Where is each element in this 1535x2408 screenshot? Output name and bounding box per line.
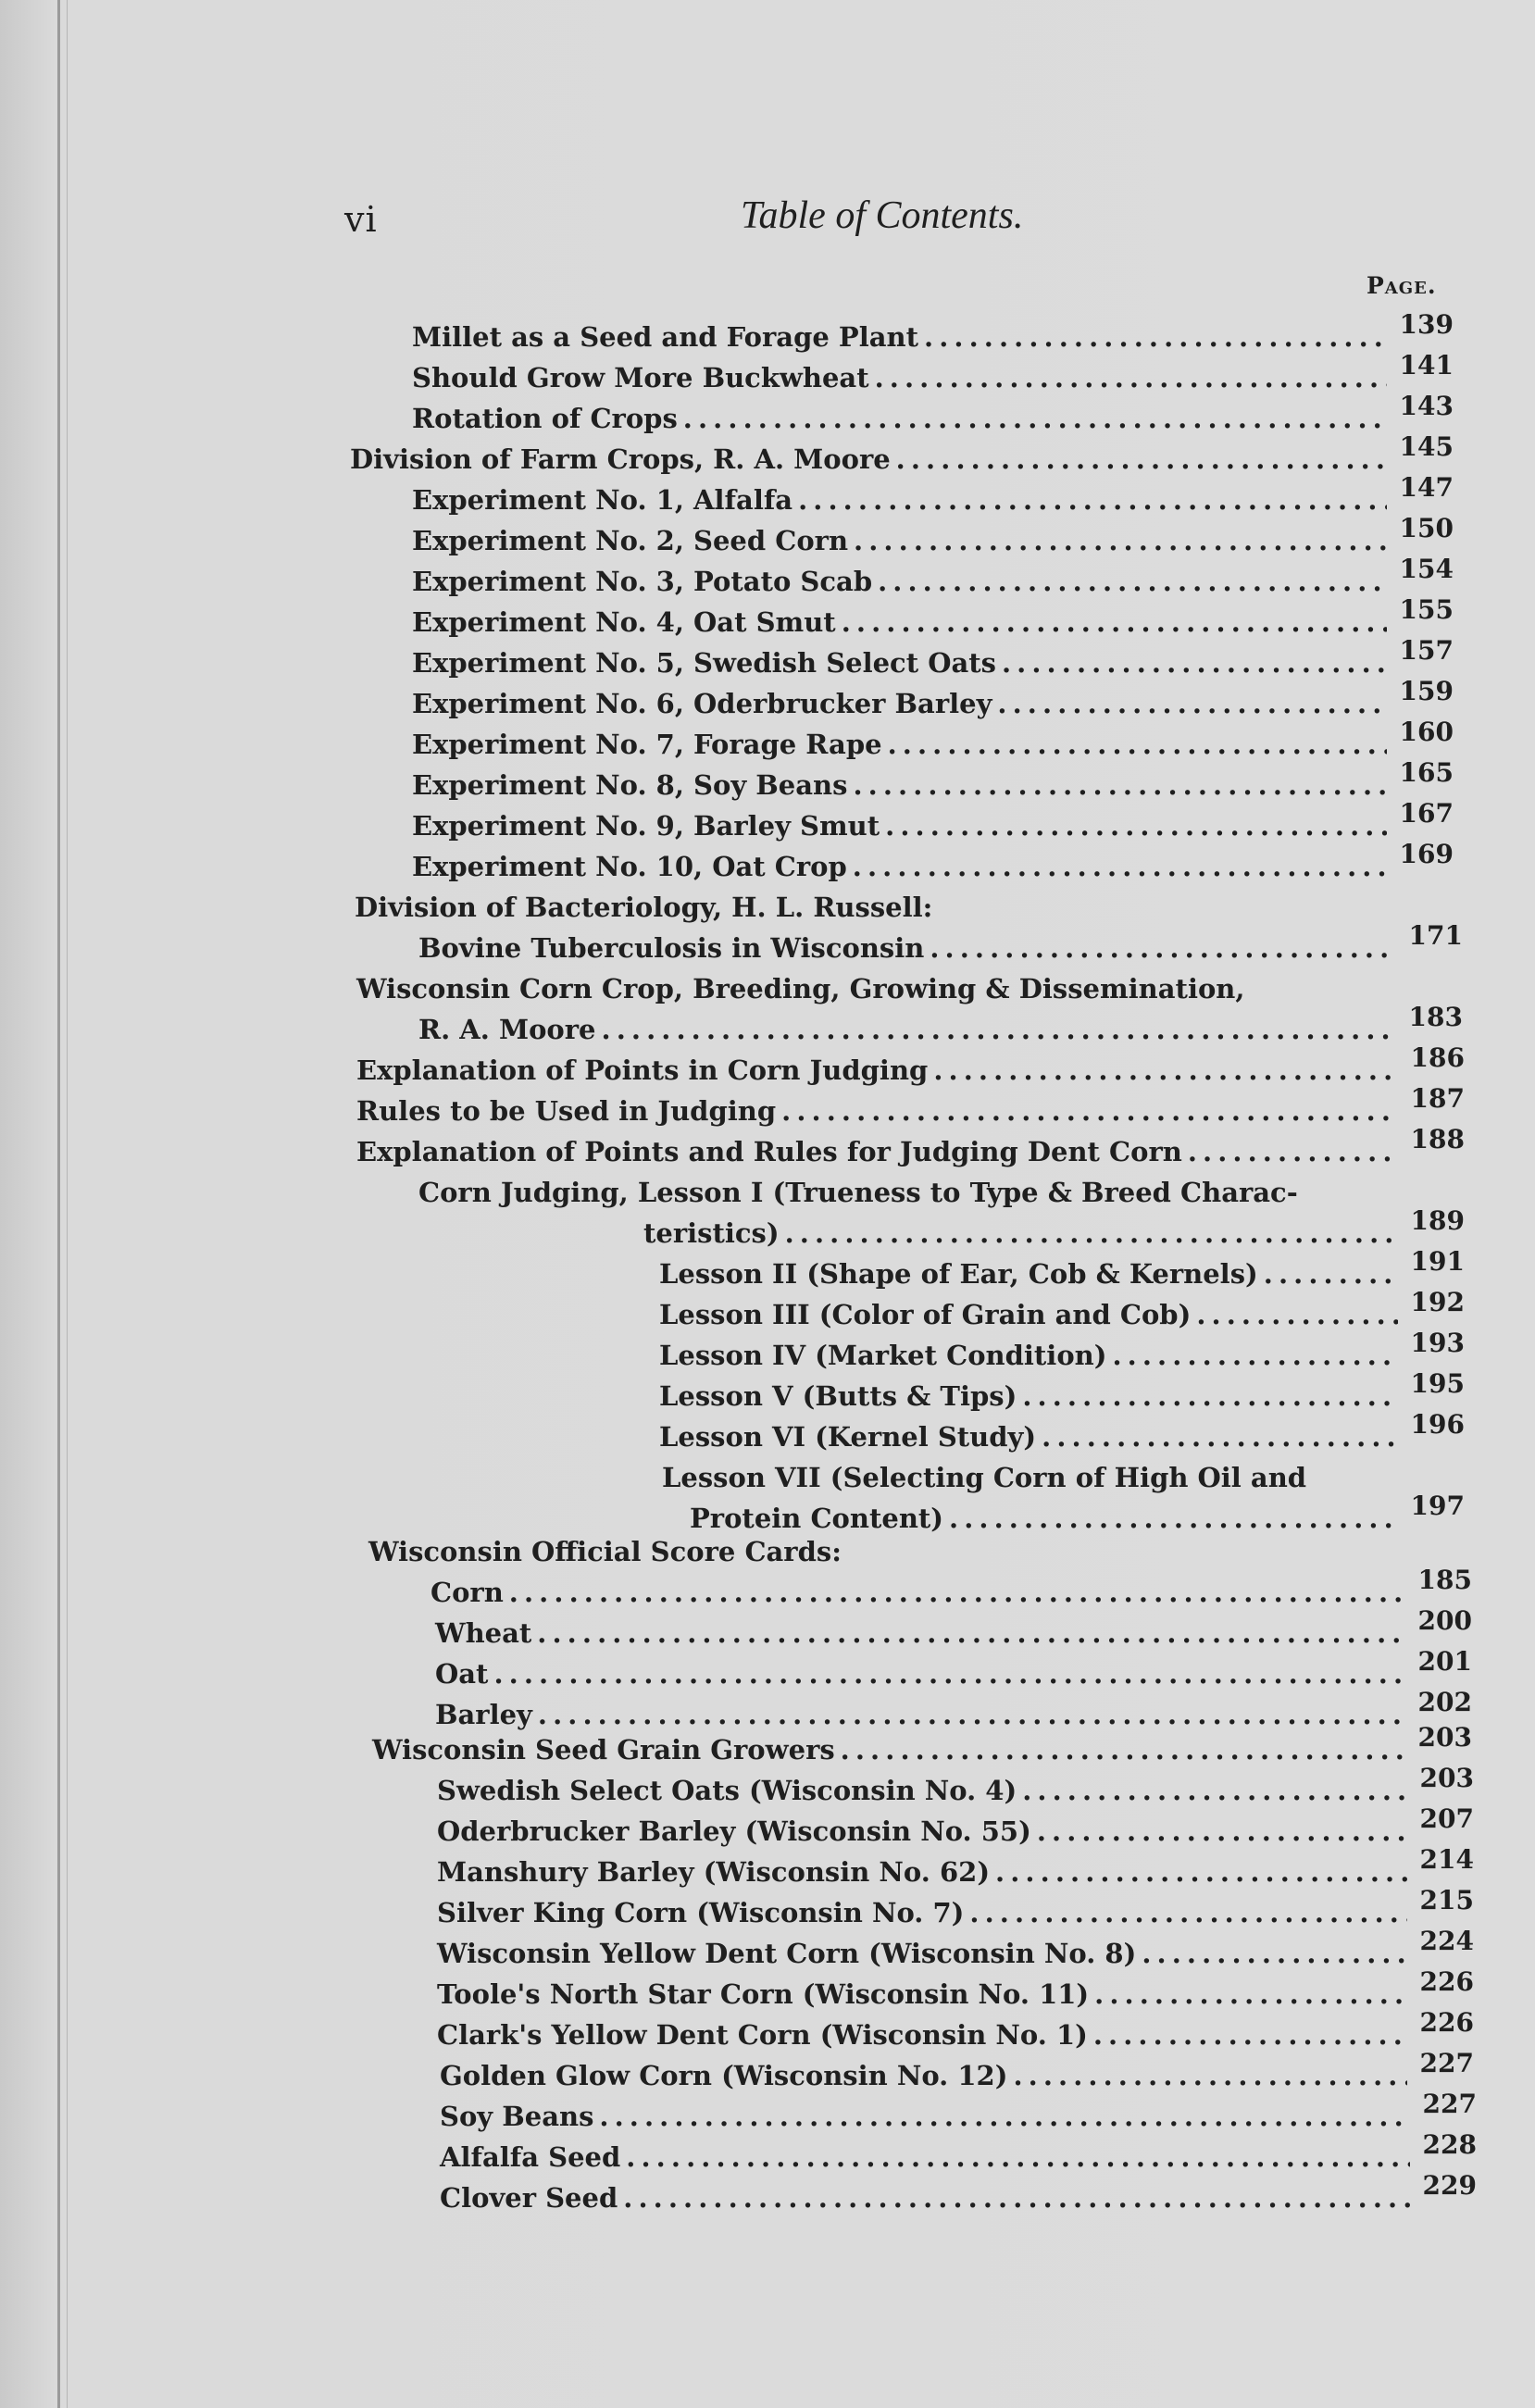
toc-entry-page: 189: [1410, 1205, 1465, 1236]
toc-leader-dots: [1112, 1340, 1398, 1371]
toc-entry-title: Corn Judging, Lesson I (Trueness to Type & Breed Charac-: [418, 1177, 1298, 1208]
toc-entry: [437, 1844, 1474, 1888]
toc-entry: [412, 556, 1454, 597]
toc-entry: [659, 1409, 1465, 1453]
toc-entry-page: 171: [1408, 920, 1463, 951]
toc-entry-title: Soy Beans: [440, 2101, 594, 2132]
toc-entry-page: 227: [1422, 2089, 1477, 2119]
toc-entry-title: teristics): [643, 1217, 780, 1249]
toc-entry: [412, 635, 1454, 679]
toc-entry-page: 215: [1419, 1885, 1474, 1915]
page-column-label: Page.: [1367, 272, 1437, 299]
toc-entry: [356, 964, 1245, 1004]
toc-entry-title: Experiment No. 9, Barley Smut: [412, 810, 880, 842]
toc-leader-dots: [1264, 1258, 1398, 1290]
toc-leader-dots: [1037, 1815, 1407, 1847]
toc-entry: [412, 676, 1454, 719]
toc-leader-dots: [1022, 1380, 1398, 1412]
toc-entry-title: Explanation of Points in Corn Judging: [356, 1054, 929, 1086]
toc-entry: [355, 882, 932, 923]
toc-entry: [662, 1453, 1306, 1493]
toc-leader-dots: [841, 1734, 1405, 1765]
toc-entry-title: Millet as a Seed and Forage Plant: [412, 321, 918, 353]
toc-entry-title: Should Grow More Buckwheat: [412, 362, 869, 393]
toc-entry-title: Toole's North Star Corn (Wisconsin No. 11): [437, 1978, 1090, 2010]
toc-entry-title: Alfalfa Seed: [440, 2141, 621, 2173]
toc-entry-page: 203: [1419, 1763, 1474, 1793]
toc-entry-title: Explanation of Points and Rules for Judging Dent Corn: [356, 1136, 1182, 1167]
toc-leader-dots: [493, 1658, 1405, 1690]
toc-entry-page: 141: [1399, 350, 1454, 381]
toc-entry-page: 169: [1399, 839, 1454, 869]
toc-entry-page: 154: [1399, 554, 1454, 584]
toc-entry-page: 202: [1417, 1687, 1472, 1717]
toc-entry-title: Oat: [435, 1658, 489, 1690]
toc-leader-dots: [626, 2141, 1410, 2173]
toc-entry-page: 224: [1419, 1926, 1474, 1956]
toc-leader-dots: [854, 525, 1387, 556]
toc-entry-title: Wisconsin Yellow Dent Corn (Wisconsin No. 8): [437, 1938, 1137, 1969]
toc-entry-page: 185: [1417, 1565, 1472, 1595]
toc-entry-title: Lesson VI (Kernel Study): [659, 1421, 1037, 1453]
toc-entry-title: Rotation of Crops: [412, 403, 678, 434]
toc-entry: [418, 1167, 1298, 1208]
toc-entry: [431, 1567, 1472, 1608]
toc-entry: [372, 1722, 1472, 1765]
toc-leader-dots: [798, 484, 1387, 516]
toc-entry-title: Rules to be Used in Judging: [356, 1095, 777, 1127]
toc-entry-page: 196: [1410, 1409, 1465, 1440]
toc-entry: [418, 920, 1463, 964]
toc-leader-dots: [875, 362, 1387, 393]
toc-entry-page: 191: [1410, 1246, 1465, 1277]
toc-entry-page: 226: [1419, 2007, 1474, 2038]
toc-entry-title: Experiment No. 3, Potato Scab: [412, 566, 873, 597]
toc-entry-title: Clover Seed: [440, 2182, 618, 2214]
toc-leader-dots: [781, 1095, 1398, 1127]
toc-entry-title: Wisconsin Corn Crop, Breeding, Growing & Dissemination,: [356, 973, 1245, 1004]
toc-entry-page: 139: [1399, 309, 1454, 340]
toc-leader-dots: [623, 2182, 1410, 2214]
toc-leader-dots: [997, 688, 1387, 719]
toc-leader-dots: [995, 1856, 1407, 1888]
toc-entry-page: 188: [1410, 1124, 1465, 1154]
toc-leader-dots: [878, 566, 1387, 597]
toc-entry: [418, 1004, 1463, 1045]
toc-leader-dots: [853, 769, 1387, 801]
binding-edge: [57, 0, 60, 2408]
toc-entry: [659, 1330, 1465, 1371]
toc-leader-dots: [1188, 1136, 1398, 1167]
toc-entry-title: Lesson V (Butts & Tips): [659, 1380, 1017, 1412]
toc-entry-page: 195: [1410, 1368, 1465, 1399]
toc-entry: [440, 2091, 1477, 2132]
toc-entry-page: 229: [1422, 2170, 1477, 2201]
toc-entry: [412, 513, 1454, 556]
toc-entry: [440, 2048, 1474, 2091]
toc-entry: [437, 1966, 1474, 2010]
toc-leader-dots: [949, 1503, 1398, 1534]
toc-entry: [659, 1246, 1465, 1290]
toc-leader-dots: [785, 1217, 1398, 1249]
toc-entry-page: 165: [1399, 757, 1454, 788]
toc-entry: [437, 1885, 1474, 1928]
toc-entry-title: Golden Glow Corn (Wisconsin No. 12): [440, 2060, 1008, 2091]
toc-entry: [643, 1205, 1465, 1249]
toc-entry: [440, 2170, 1477, 2214]
toc-entry-title: Clark's Yellow Dent Corn (Wisconsin No. 1): [437, 2019, 1088, 2051]
toc-entry: [440, 2129, 1477, 2173]
toc-leader-dots: [683, 403, 1387, 434]
toc-entry: [350, 431, 1454, 475]
toc-entry-title: Lesson II (Shape of Ear, Cob & Kernels): [659, 1258, 1258, 1290]
toc-leader-dots: [509, 1577, 1405, 1608]
toc-entry-title: Experiment No. 5, Swedish Select Oats: [412, 647, 996, 679]
toc-entry: [412, 309, 1454, 353]
toc-leader-dots: [930, 932, 1396, 964]
toc-entry-title: Experiment No. 8, Soy Beans: [412, 769, 848, 801]
toc-entry-title: Swedish Select Oats (Wisconsin No. 4): [437, 1775, 1017, 1806]
toc-leader-dots: [1022, 1775, 1407, 1806]
toc-entry-title: Experiment No. 2, Seed Corn: [412, 525, 849, 556]
toc-entry: [437, 2007, 1474, 2051]
toc-entry-page: 160: [1399, 717, 1454, 747]
toc-entry-page: 226: [1419, 1966, 1474, 1997]
toc-entry-title: Experiment No. 6, Oderbrucker Barley: [412, 688, 992, 719]
toc-leader-dots: [1196, 1299, 1398, 1330]
page-title: Table of Contents.: [741, 194, 1024, 237]
toc-entry-title: Oderbrucker Barley (Wisconsin No. 55): [437, 1815, 1031, 1847]
toc-entry-title: Lesson VII (Selecting Corn of High Oil and: [662, 1462, 1307, 1493]
toc-entry-title: Division of Farm Crops, R. A. Moore: [350, 443, 891, 475]
toc-entry-page: 183: [1408, 1002, 1463, 1032]
toc-leader-dots: [1013, 2060, 1407, 2091]
toc-leader-dots: [842, 606, 1387, 638]
toc-leader-dots: [602, 1014, 1396, 1045]
toc-entry: [412, 719, 1454, 760]
toc-entry: [412, 393, 1454, 434]
toc-entry-page: 157: [1399, 635, 1454, 666]
toc-entry-title: Wisconsin Seed Grain Growers: [372, 1734, 835, 1765]
toc-entry: [412, 798, 1454, 842]
toc-entry-page: 155: [1399, 594, 1454, 625]
toc-entry-title: R. A. Moore: [418, 1014, 596, 1045]
toc-entry-title: Experiment No. 4, Oat Smut: [412, 606, 836, 638]
toc-entry: [412, 757, 1454, 801]
toc-entry-title: Silver King Corn (Wisconsin No. 7): [437, 1897, 965, 1928]
toc-entry-page: 145: [1399, 431, 1454, 462]
toc-entry-title: Barley: [435, 1699, 532, 1730]
toc-entry: [437, 1803, 1474, 1847]
toc-entry-page: 201: [1417, 1646, 1472, 1677]
toc-entry: [437, 1928, 1474, 1969]
toc-entry-page: 192: [1410, 1287, 1465, 1317]
toc-entry: [412, 350, 1454, 393]
toc-leader-dots: [537, 1617, 1405, 1649]
toc-leader-dots: [1093, 2019, 1407, 2051]
toc-entry: [412, 594, 1454, 638]
toc-entry-title: Bovine Tuberculosis in Wisconsin: [418, 932, 925, 964]
toc-entry-page: 167: [1399, 798, 1454, 829]
toc-entry: [356, 1083, 1465, 1127]
toc-entry-title: Wheat: [435, 1617, 532, 1649]
toc-entry: [412, 472, 1454, 516]
toc-leader-dots: [1002, 647, 1387, 679]
toc-entry: [437, 1765, 1474, 1806]
toc-leader-dots: [969, 1897, 1407, 1928]
toc-leader-dots: [1042, 1421, 1398, 1453]
toc-leader-dots: [924, 321, 1387, 353]
toc-entry-page: 227: [1419, 2048, 1474, 2078]
toc-entry-title: Experiment No. 7, Forage Rape: [412, 729, 882, 760]
toc-entry-title: Manshury Barley (Wisconsin No. 62): [437, 1856, 991, 1888]
toc-entry: [368, 1527, 842, 1567]
toc-entry: [659, 1287, 1465, 1330]
toc-entry-title: Experiment No. 10, Oat Crop: [412, 851, 847, 882]
toc-leader-dots: [1142, 1938, 1407, 1969]
toc-entry-title: Experiment No. 1, Alfalfa: [412, 484, 793, 516]
toc-entry-page: 187: [1410, 1083, 1465, 1114]
toc-entry: [659, 1368, 1465, 1412]
toc-entry-page: 197: [1410, 1491, 1465, 1521]
toc-entry: [412, 839, 1454, 882]
toc-entry-title: Wisconsin Official Score Cards:: [368, 1536, 842, 1567]
toc-entry-page: 159: [1399, 676, 1454, 706]
toc-entry-page: 143: [1399, 391, 1454, 421]
toc-leader-dots: [1094, 1978, 1407, 2010]
toc-entry-page: 200: [1417, 1605, 1472, 1636]
toc-entry-page: 207: [1419, 1803, 1474, 1834]
toc-leader-dots: [853, 851, 1387, 882]
binding-edge-inner: [67, 0, 68, 2408]
toc-entry-title: Protein Content): [690, 1503, 944, 1534]
toc-entry-title: Lesson IV (Market Condition): [659, 1340, 1107, 1371]
toc-entry-page: 203: [1417, 1722, 1472, 1753]
toc-entry-page: 186: [1410, 1042, 1465, 1073]
toc-entry: [435, 1605, 1472, 1649]
toc-leader-dots: [599, 2101, 1410, 2132]
toc-entry-page: 193: [1410, 1328, 1465, 1358]
toc-leader-dots: [933, 1054, 1398, 1086]
page-folio: vi: [344, 199, 378, 240]
toc-entry-page: 228: [1422, 2129, 1477, 2160]
toc-entry-page: 147: [1399, 472, 1454, 503]
toc-entry: [435, 1646, 1472, 1690]
toc-entry-title: Lesson III (Color of Grain and Cob): [659, 1299, 1192, 1330]
running-head: [0, 190, 1535, 245]
toc-entry-page: 150: [1399, 513, 1454, 543]
toc-entry-page: 214: [1419, 1844, 1474, 1875]
toc-entry-title: Corn: [431, 1577, 504, 1608]
toc-leader-dots: [888, 729, 1387, 760]
toc-leader-dots: [885, 810, 1387, 842]
toc-leader-dots: [896, 443, 1387, 475]
toc-entry-title: Division of Bacteriology, H. L. Russell:: [355, 892, 933, 923]
toc-entry: [356, 1042, 1465, 1086]
toc-entry: [356, 1124, 1465, 1167]
